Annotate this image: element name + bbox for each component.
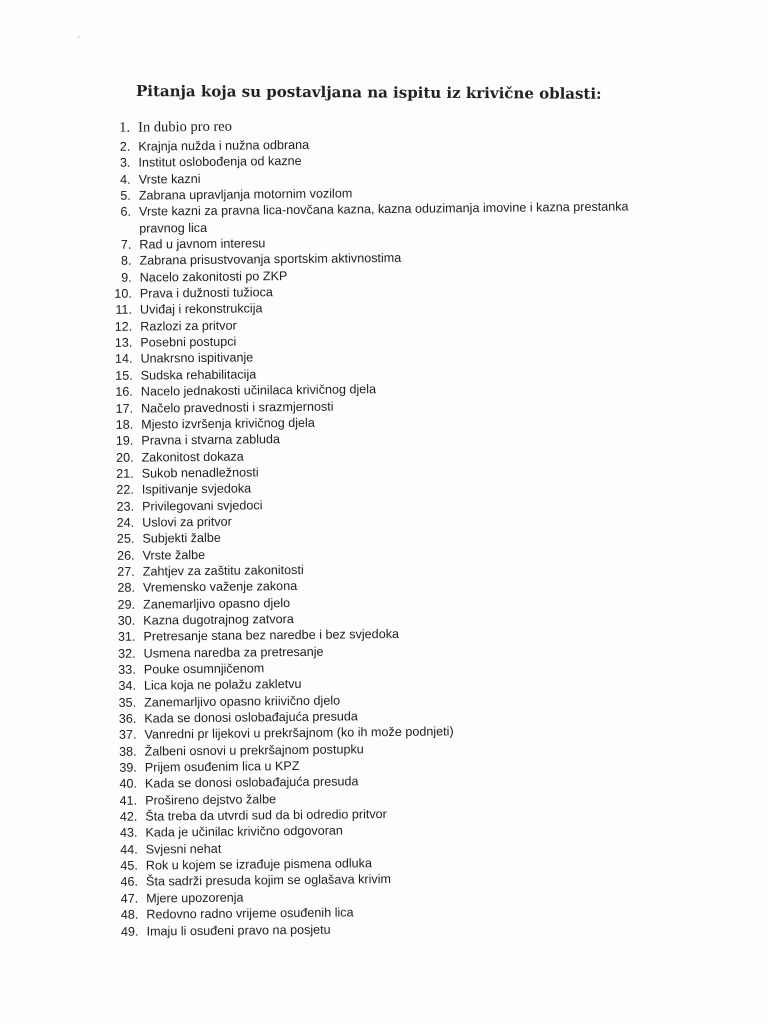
question-text: Institut oslobođenja od kazne [138,154,302,170]
question-number: 8. [120,254,132,269]
question-text: Privilegovani svjedoci [141,497,263,514]
question-text: In dubio pro reo [138,118,233,136]
question-number: 41. [119,793,138,808]
question-text: Kada je učinilac krivično odgovoran [145,823,343,840]
question-text: Sudska rehabilitacija [140,367,257,383]
question-number: 49. [120,924,139,939]
scan-speck [78,36,80,38]
question-text: Šta sadrži presuda kojim se oglašava krivim [145,872,392,890]
question-text: Nacelo jednakosti učinilaca krivičnog djela [140,382,377,399]
question-number: 24. [116,515,135,530]
question-number: 37. [118,728,137,743]
question-number: 13. [114,335,133,350]
question-text: Načelo pravednosti i srazmjernosti [140,399,334,416]
question-text: Pravna i stvarna zabluda [141,432,281,448]
question-number: 3. [119,156,131,171]
question-number: 6. [120,205,132,220]
question-text: Kada se donosi oslobađajuća presuda [144,774,359,791]
question-text: Mjere upozorenja [146,890,244,906]
question-number: 32. [118,646,136,661]
question-text: Vanredni pr lijekovi u prekršajnom (ko ih može podnjeti) [144,724,454,742]
question-number: 28. [117,580,135,596]
question-number: 40. [119,777,138,792]
document-title: Pitanja koja su postavljana na ispitu iz krivične oblasti: [135,82,602,103]
question-number: 33. [118,662,136,677]
question-text: Žalbeni osnovi u prekršajnom postupku [144,741,364,759]
question-text: Ispitivanje svjedoka [141,481,252,497]
question-number: 27. [117,564,135,579]
question-number: 1. [119,119,131,136]
question-number: 25. [116,531,135,547]
question-text: Zanemarljivo opasno djelo [143,595,291,612]
question-text: Pouke osumnjičenom [143,661,265,677]
question-text: Uslovi za pritvor [142,514,232,530]
question-text: Lica koja ne polažu zakletvu [143,677,302,693]
question-number: 15. [115,368,133,383]
question-text: Šta treba da utvrdi sud da bi odredio pritvor [145,807,387,824]
question-number: 39. [119,760,137,775]
question-text: Kada se donosi oslobađajuća presuda [144,709,358,726]
question-number: 26. [116,548,135,563]
question-number: 34. [118,678,137,694]
question-text: Kazna dugotrajnog zatvora [143,611,294,628]
question-number: 48. [120,907,139,922]
question-number: 12. [114,319,133,334]
question-text: Razlozi za pritvor [140,318,237,334]
question-number: 30. [117,613,136,628]
question-number: 11. [115,303,133,318]
question-number: 45. [120,858,138,873]
question-number: 42. [119,809,138,824]
question-text: Prava i dužnosti tužioca [139,285,273,301]
question-text: Rad u javnom interesu [139,236,266,252]
question-text: Usmena naredba za pretresanje [143,644,324,661]
question-list [100,112,709,940]
question-number: 43. [119,826,138,841]
question-number: 18. [115,417,134,432]
question-number: 10. [114,286,132,301]
question-text: Prijem osuđenim lica u KPZ [144,759,300,775]
question-text: Rok u kojem se izrađuje pismena odluka [145,856,373,873]
question-number: 38. [119,744,137,759]
question-text: Vremensko važenje zakona [142,579,298,595]
question-number: 5. [120,188,131,203]
question-number: 4. [120,172,131,187]
question-number: 29. [117,597,136,612]
question-number: 16. [115,384,133,400]
question-number: 14. [114,352,133,367]
question-text: Vrste žalbe [142,547,206,563]
question-text: Redovno radno vrijeme osuđenih lica [146,905,354,922]
question-text: Imaju li osuđeni pravo na posjetu [146,922,331,939]
question-text: Krajnja nužda i nužna odbrana [138,137,310,154]
question-text: Nacelo zakonitosti po ZKP [139,268,288,285]
question-text: Unakrsno ispitivanje [140,350,254,367]
question-number: 44. [120,842,138,857]
question-text: Zanemarljivo opasno kriivično djelo [144,693,341,710]
question-number: 36. [118,711,137,726]
question-text: Vrste kazni [138,171,201,187]
question-text: Zakonitost dokaza [141,449,244,465]
question-text: Sukob nenadležnosti [141,465,259,481]
question-number: 21. [116,466,134,481]
question-number: 35. [118,695,137,710]
question-text: Zabrana upravljanja motornim vozilom [138,186,353,203]
question-text: Pretresanje stana bez naredbe i bez svjedoka [143,627,400,644]
question-text: Subjekti žalbe [142,531,221,546]
question-number: 9. [121,270,132,285]
question-text: Svjesni nehat [145,841,222,857]
question-text: Vrste kazni za pravna lica-novčana kazna, kazna oduzimanja imovine i kazna prestanka pravnog lica [138,199,629,236]
question-number: 20. [115,450,134,465]
question-number: 17. [115,401,134,416]
question-number: 47. [120,891,139,906]
question-number: 31. [117,629,136,645]
question-number: 23. [116,499,135,514]
question-number: 46. [120,875,139,890]
question-number: 2. [119,139,131,154]
question-text: Zabrana prisustvovanja sportskim aktivnostima [139,251,402,269]
question-number: 22. [116,482,134,498]
question-text: Mjesto izvršenja krivičnog djela [141,415,315,432]
question-number: 19. [115,433,134,449]
question-text: Zahtjev za zaštitu zakonitosti [142,562,304,579]
question-number: 7. [120,237,132,252]
question-text: Posebni postupci [140,334,237,350]
question-text: Uviđaj i rekonstrukcija [139,301,263,318]
question-text: Prošireno dejstvo žalbe [145,791,277,808]
